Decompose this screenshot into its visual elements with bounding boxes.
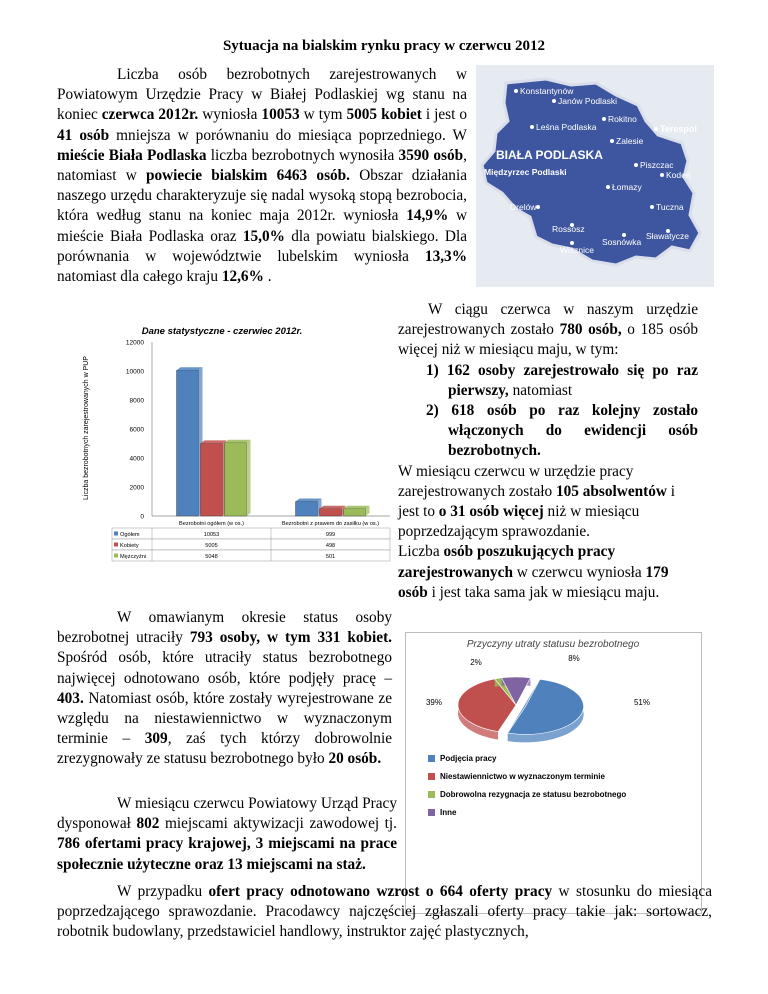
y-tick-label: 10000 — [125, 368, 144, 376]
text: W przypadku — [117, 883, 209, 900]
x-tick-label: Bezrobotni ogółem (w os.) — [179, 521, 244, 527]
text: 41 osób — [57, 126, 110, 144]
text: dla powiatu bialskiego. Dla porównania w województwie lubelskim wyniosła — [57, 227, 467, 265]
map-town: Rokitno — [608, 114, 637, 124]
map-town: Zalesie — [616, 136, 644, 146]
data-label: 501 — [325, 554, 336, 560]
y-tick-label: 2000 — [129, 484, 144, 492]
registrations-list — [398, 361, 698, 462]
text: i jest o — [421, 106, 467, 124]
text: 3 miejscami na prace społecznie użyteczne oraz 13 miejscami na staż. — [57, 835, 398, 873]
text: W omawianym okresie status osoby bezrobotnej utraciły — [57, 609, 392, 647]
text: i jest to — [398, 482, 675, 521]
legend-swatch — [114, 532, 118, 536]
legend-entry: Kobiety — [120, 543, 139, 549]
bar — [201, 443, 223, 516]
pie-chart — [405, 632, 702, 914]
y-tick-label: 4000 — [129, 455, 144, 463]
text: i jest taka sama jak w miesiącu maju. — [427, 583, 660, 601]
text: natomiast dla całego kraju — [57, 268, 222, 286]
text: 105 absolwentów — [556, 482, 667, 500]
text: o 185 osób więcej niż w miesiącu maju, w tym: — [398, 321, 699, 359]
status-loss-paragraph — [57, 608, 392, 770]
text: mniejsza w porównaniu do miesiąca poprzedniego. W — [109, 126, 467, 144]
text: . — [263, 268, 272, 286]
map-town: Konstantynów — [520, 86, 574, 96]
text: 793 osoby, w tym 331 kobiet. — [189, 629, 392, 647]
chart-title: Przyczyny utraty statusu bezrobotnego — [466, 639, 640, 650]
data-label: 10053 — [203, 532, 220, 538]
text: 403. — [57, 689, 84, 707]
y-tick-label: 0 — [140, 513, 144, 521]
pie-label: 8% — [568, 654, 580, 663]
text: 14,9% — [406, 207, 449, 225]
pie-label: 2% — [470, 658, 482, 667]
text: wyniosła — [198, 106, 262, 124]
x-tick-label: Bezrobotni z prawem do zasiłku (w os.) — [281, 521, 380, 527]
map-town: Łomazy — [612, 182, 642, 192]
legend-entry: Dobrowolna rezygnacja ze statusu bezrobotnego — [440, 790, 627, 799]
text: 3590 osób — [398, 146, 464, 164]
chart-title: Dane statystyczne - czerwiec 2012r. — [141, 326, 303, 337]
map-town: Leśna Podlaska — [536, 122, 597, 132]
data-label: 5005 — [205, 543, 218, 549]
map-town: Międzyrzec Podlaski — [484, 167, 567, 177]
text: niż w miesiącu poprzedzającym sprawozdanie. — [398, 503, 640, 541]
text: Obszar działania naszego urzędu charakteryzuje się nadal wysoką stopą bezrobocia, która według stanu na koniec maja 2012r. wyniosła — [57, 167, 467, 225]
bar-top — [296, 499, 322, 502]
pie-chart-svg — [406, 633, 701, 913]
y-tick-label: 8000 — [129, 397, 144, 405]
page-title: Sytuacja na bialskim rynku pracy w czerwcu 2012 — [222, 38, 546, 54]
list-item — [398, 401, 698, 462]
text: 309 — [144, 730, 168, 748]
y-tick-label: 6000 — [129, 426, 144, 434]
text: 179 osób — [398, 563, 669, 601]
legend-swatch — [114, 554, 118, 558]
text: o 31 osób więcej — [438, 503, 544, 521]
legend-swatch — [114, 543, 118, 547]
text: w stosunku do miesiąca poprzedzającego sprawozdanie. Pracodawcy najczęściej zgłaszali oferty pracy takie jak: sortowacz, robotnik budowlany, przedstawiciel handlowy, instruktor zajęć plastycznych, — [57, 883, 712, 941]
bar — [177, 370, 199, 516]
legend-swatch — [428, 791, 435, 798]
intro-paragraph — [57, 65, 467, 287]
text: 802 — [136, 815, 160, 833]
map-town-capital: BIAŁA PODLASKA — [496, 148, 603, 162]
data-label: 498 — [325, 543, 336, 549]
registrations-section — [398, 300, 698, 603]
bar-chart-svg — [72, 318, 394, 578]
text: 15,0% — [242, 227, 285, 245]
legend-entry: Inne — [440, 808, 457, 817]
text: miejscami aktywizacji zawodowej tj. — [159, 815, 397, 833]
list-item — [398, 361, 698, 401]
bar-side — [247, 440, 251, 516]
table-row — [112, 528, 390, 539]
map-town: Tuczna — [656, 202, 684, 212]
legend-entry: Podjęcia pracy — [440, 754, 497, 763]
text: 12,6% — [221, 268, 264, 286]
bar — [225, 443, 247, 516]
text: w mieście Biała Podlaska oraz — [57, 207, 468, 245]
bar — [320, 509, 342, 516]
text: , natomiast w — [57, 146, 467, 185]
data-label: 999 — [325, 532, 336, 538]
legend-entry: Ogółem — [120, 532, 140, 538]
bar — [296, 502, 318, 516]
bar-top — [320, 506, 346, 509]
map-town: Drelów — [510, 202, 537, 212]
pie-label: 39% — [425, 698, 443, 707]
job-seekers-text — [398, 542, 698, 603]
map-town: Piszczac — [640, 160, 674, 170]
text: Natomiast osób, które zostały wyrejestrowane ze względu na niestawiennictwo w wyznaczonym terminie – — [57, 689, 392, 748]
text: W ciągu czerwca w naszym urzędzie zarejestrowanych zostało — [398, 301, 698, 339]
bar-top — [344, 506, 370, 509]
legend-entry: Niestawiennictwo w wyznaczonym terminie — [440, 772, 605, 781]
bar-top — [225, 440, 251, 443]
map-town: Janów Podlaski — [558, 96, 618, 106]
text: osób poszukujących pracy zarejestrowanych — [398, 543, 616, 581]
map-town: Kodeń — [666, 170, 691, 180]
y-axis-label: Liczba bezrobotnych zarejestrowanych w PUP — [83, 356, 90, 500]
y-tick-label: 12000 — [125, 339, 144, 347]
legend-swatch — [428, 755, 435, 762]
data-label: 5048 — [205, 554, 218, 560]
text: , zaś tych którzy dobrowolnie zrezygnowały ze statusu bezrobotnego było — [57, 730, 392, 768]
text: Liczba — [398, 543, 444, 561]
text: ofert pracy odnotowano wzrost o 664 oferty pracy — [208, 883, 553, 900]
bar-chart — [72, 318, 394, 578]
map-town: Terespol — [660, 124, 697, 134]
text: W miesiącu czerwcu w urzędzie pracy zarejestrowanych zostało — [398, 462, 634, 500]
legend-entry: Mężczyźni — [120, 554, 147, 560]
map-town: Wisznice — [560, 245, 595, 255]
text: mieście Biała Podlaska — [57, 146, 207, 164]
bar-top — [177, 367, 203, 370]
activation-paragraph — [57, 794, 397, 875]
legend-swatch — [428, 773, 435, 780]
map-town: Sławatycze — [646, 231, 689, 241]
text: 10053 — [261, 106, 300, 124]
text: czerwca 2012r. — [101, 106, 199, 124]
text: Spośród osób, które utraciły status bezrobotnego najwięcej odnotowano osób, które podjęły pracę – — [57, 649, 392, 687]
pie-label: 51% — [633, 698, 651, 707]
graduates-text — [398, 462, 698, 543]
text: powiecie bialskim 6463 osób. — [145, 167, 351, 185]
map-town: Rossosz — [552, 224, 585, 234]
text: w tym — [299, 106, 347, 124]
table-row — [112, 539, 390, 550]
registrations-intro — [398, 300, 698, 361]
text: w czerwcu wyniosła — [512, 563, 646, 581]
bar-top — [201, 440, 227, 443]
text: 1) 162 osoby zarejestrowało się po raz pierwszy, — [426, 361, 698, 399]
legend-swatch — [428, 809, 435, 816]
text: liczba bezrobotnych wynosiła — [206, 146, 399, 164]
text: 2) 618 osób po raz kolejny zostało włączonych do ewidencji osób bezrobotnych. — [426, 402, 698, 460]
text: 20 osób. — [328, 750, 382, 768]
text: 786 ofertami pracy krajowej, — [57, 835, 251, 853]
text: Liczba osób bezrobotnych zarejestrowanych w Powiatowym Urzędzie Pracy w Białej Podlaskiej wg stanu na koniec — [57, 66, 467, 124]
map-town: Sosnówka — [602, 237, 642, 247]
text: 5005 kobiet — [346, 106, 422, 124]
job-offers-paragraph — [57, 882, 712, 943]
text: 13,3% — [424, 247, 467, 265]
district-map — [476, 65, 714, 287]
table-row — [112, 550, 390, 561]
bar — [344, 509, 366, 516]
text: 780 osób, — [559, 321, 622, 339]
text: W miesiącu czerwcu Powiatowy Urząd Pracy dysponował — [57, 795, 397, 833]
text: natomiast — [508, 381, 573, 399]
